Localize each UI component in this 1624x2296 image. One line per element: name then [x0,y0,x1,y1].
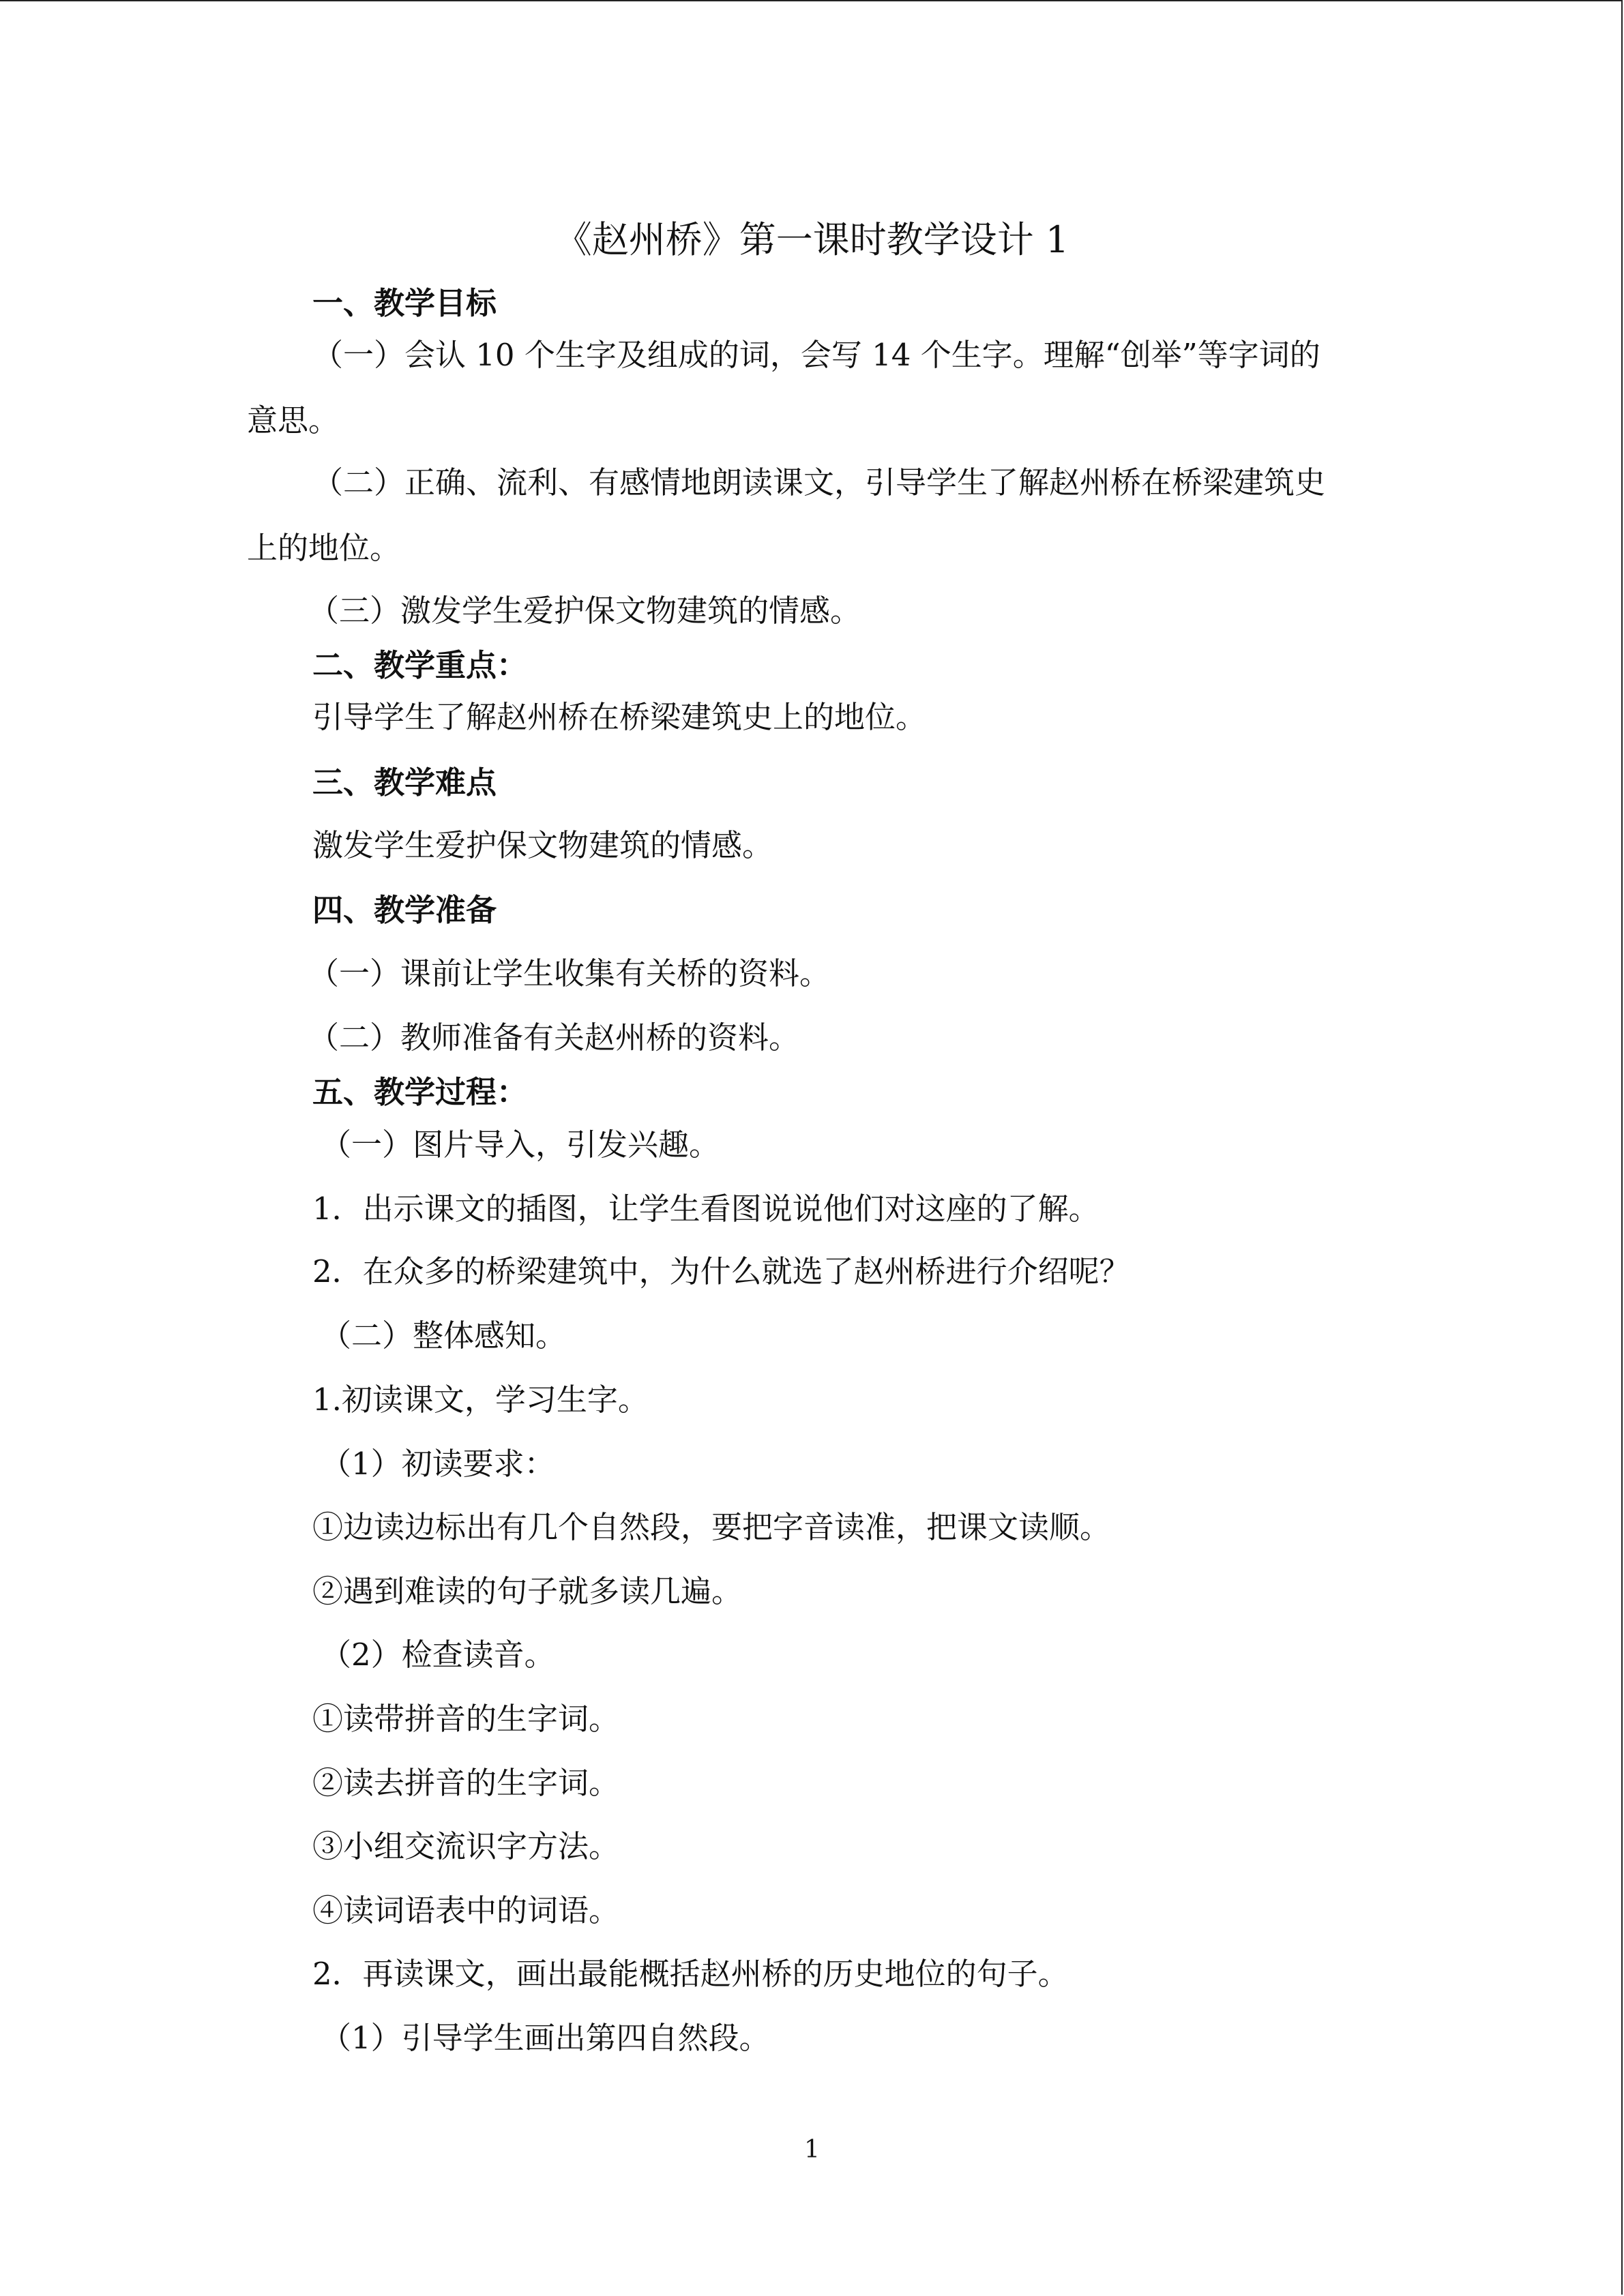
paragraph-line: ③小组交流识字方法。 [312,1828,620,1864]
document-title: 《赵州桥》第一课时教学设计 1 [555,218,1069,261]
paragraph-line: （二）正确、流利、有感情地朗读课文，引导学生了解赵州桥在桥梁建筑史 [312,464,1326,501]
paragraph-line: 上的地位。 [247,530,401,566]
paragraph-line: ①边读边标出有几个自然段，要把字音读准，把课文读顺。 [312,1509,1111,1545]
paragraph-line: ①读带拼音的生字词。 [312,1701,620,1737]
paragraph-line: ②读去拼音的生字词。 [312,1765,620,1801]
paragraph-line: （一）课前让学生收集有关桥的资料。 [308,955,831,992]
paragraph-line: 1．出示课文的插图，让学生看图说说他们对这座的了解。 [312,1191,1099,1227]
paragraph-line: （1）引导学生画出第四自然段。 [321,2020,770,2056]
heading-key-points: 二、教学重点： [312,647,528,683]
heading-teaching-process: 五、教学过程： [312,1074,528,1110]
paragraph-line: （一）会认 10 个生字及组成的词，会写 14 个生字。理解“创举”等字词的 [312,337,1320,373]
heading-preparation: 四、教学准备 [312,892,497,928]
paragraph-line: 激发学生爱护保文物建筑的情感。 [312,827,773,863]
paragraph-line: （二）教师准备有关赵州桥的资料。 [308,1019,800,1056]
paragraph-line: ④读词语表中的词语。 [312,1892,620,1928]
paragraph-line: （2）检查读音。 [321,1637,555,1673]
paragraph-line: （三）激发学生爱护保文物建筑的情感。 [308,593,861,629]
heading-difficulties: 三、教学难点 [312,764,497,801]
paragraph-line: 意思。 [247,402,340,438]
page-number: 1 [804,2136,820,2164]
paragraph-line: 1.初读课文，学习生字。 [312,1382,649,1418]
paragraph-line: ②遇到难读的句子就多读几遍。 [312,1573,743,1609]
paragraph-line: 2．在众多的桥梁建筑中，为什么就选了赵州桥进行介绍呢？ [312,1253,1130,1289]
paragraph-line: 2．再读课文，画出最能概括赵州桥的历史地位的句子。 [312,1956,1069,1992]
paragraph-line: （一）图片导入，引发兴趣。 [321,1127,720,1163]
paragraph-line: （二）整体感知。 [321,1317,567,1354]
heading-teaching-goals: 一、教学目标 [312,285,497,321]
paragraph-line: （1）初读要求： [321,1446,555,1482]
paragraph-line: 引导学生了解赵州桥在桥梁建筑史上的地位。 [312,699,927,735]
